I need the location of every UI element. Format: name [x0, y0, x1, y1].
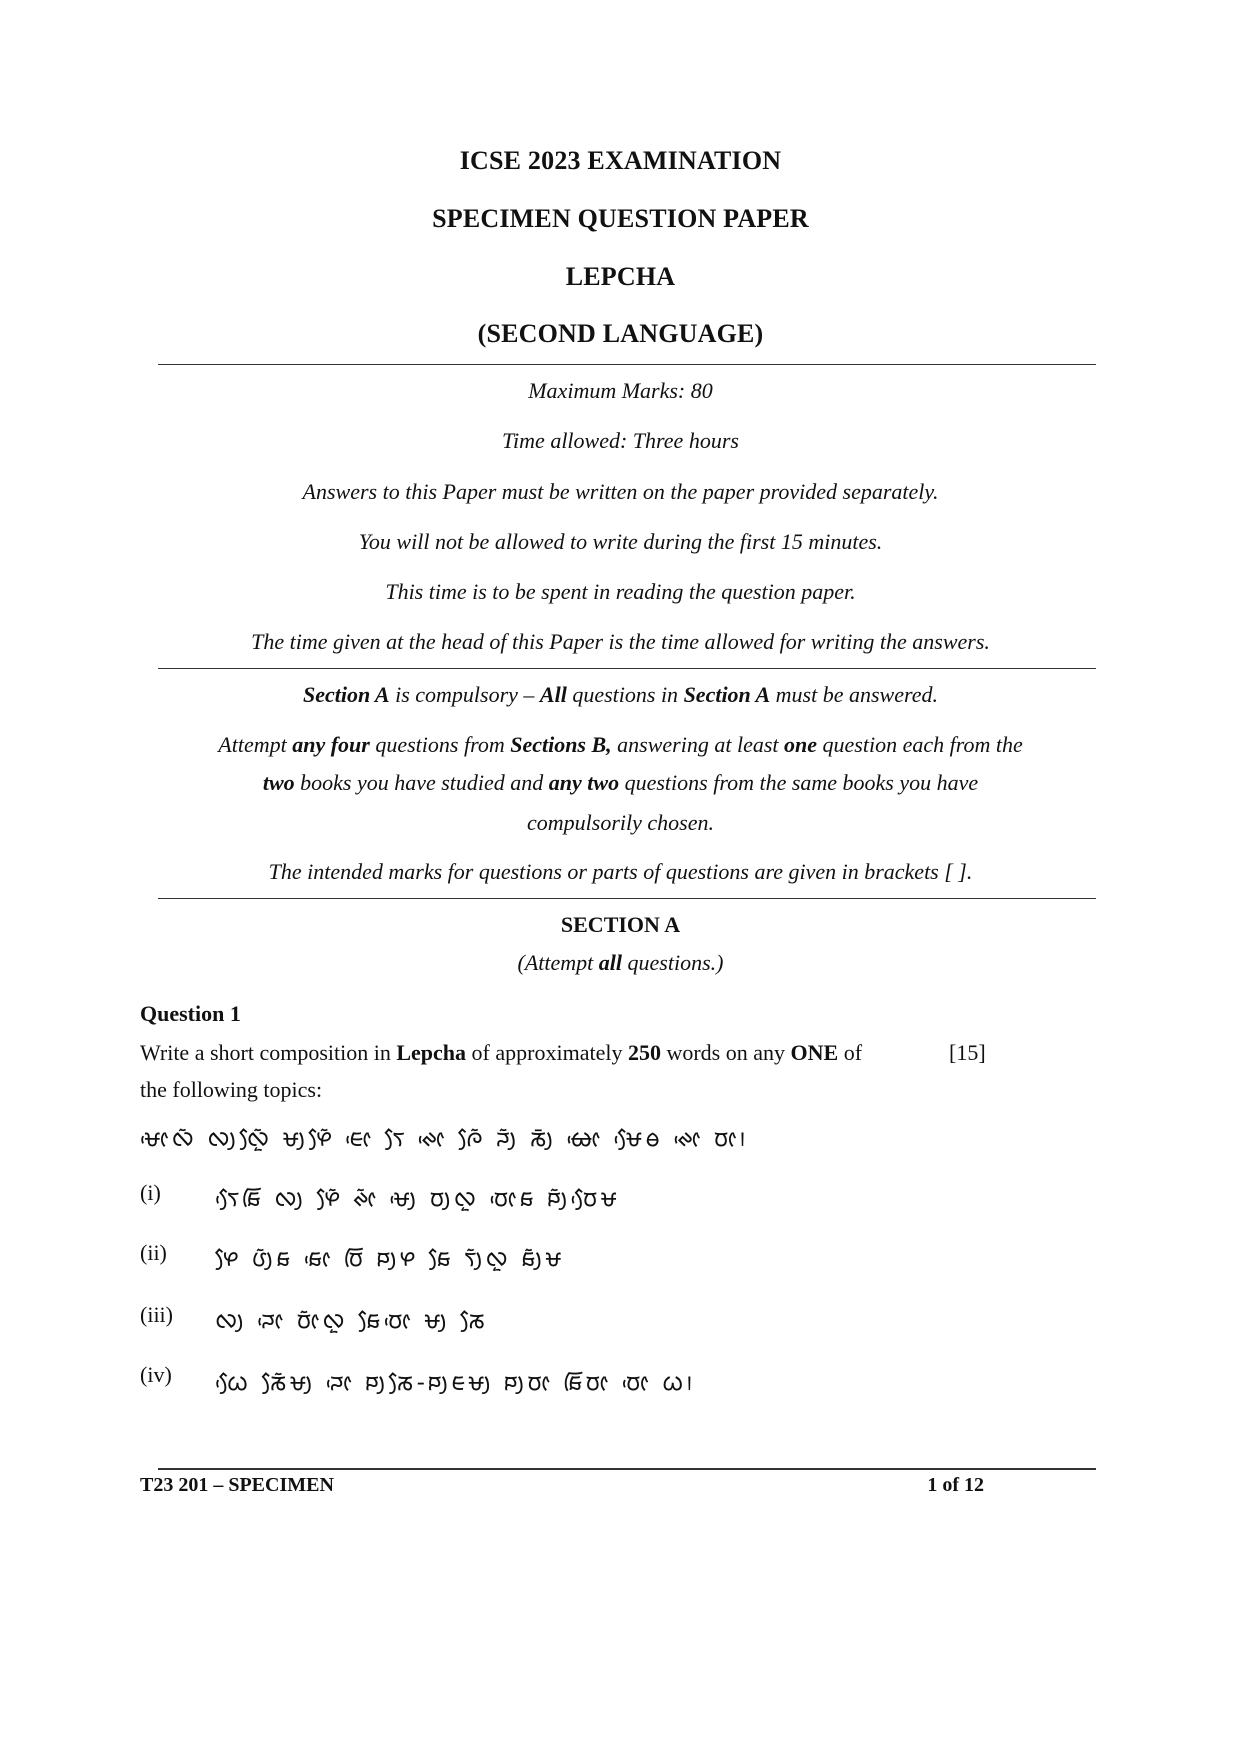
- topic-number: (ii): [140, 1240, 167, 1265]
- divider: [158, 898, 1096, 899]
- topic-text: ᰋᰧ ᰂᰪᰶᰑ ᰑᰦᰵ ᰗᰩ ᰐᰪᰋ ᰑᰧ ᰛᰪᰶᰜᰬ ᰑᰪᰶᰝ: [215, 1246, 565, 1272]
- max-marks: Maximum Marks: 80: [528, 378, 713, 403]
- topic-text: ᰜᰪ ᰎᰦᰵ ᰗᰦᰶᰜᰬ ᰑᰧᰗᰦᰵ ᰝᰪ ᰕᰧ: [215, 1308, 489, 1334]
- reading-instruction: This time is to be spent in reading the question paper.: [385, 579, 856, 604]
- question-heading: Question 1: [140, 1001, 241, 1026]
- divider: [158, 364, 1096, 365]
- topic-text: ᰃᰧᰵ ᰕᰧᰶᰝᰪ ᰎᰦᰵ ᰐᰪᰕᰧ-ᰐᰪᰀᰝᰪ ᰐᰪᰗᰦ ᰑᰩᰗᰦ ᰗᰦᰵ ᰃ᰻: [215, 1370, 696, 1396]
- exam-title: ICSE 2023 EXAMINATION: [459, 146, 782, 175]
- topic-text: ᰛᰧᰵᰑᰩ ᰜᰪ ᰋᰧᰶ ᰊᰦᰶ ᰝᰪᰵ ᰗᰪᰜᰬ ᰗᰦᰵᰑ ᰐᰪᰶᰗᰧᰵᰝ: [215, 1186, 620, 1212]
- question-text-cont: the following topics:: [140, 1077, 323, 1102]
- first-15-instruction: You will not be allowed to write during the first 15 minutes.: [358, 529, 883, 554]
- section-subtitle: (Attempt all questions.): [517, 950, 724, 975]
- footer-divider: [158, 1468, 1096, 1470]
- question-text: Write a short composition in Lepcha of approximately 250 words on any ONE of: [140, 1040, 863, 1065]
- attempt-rule: Attempt any four questions from Sections B, answering at least one question each from the: [218, 732, 1023, 757]
- page-number: 1 of 12: [927, 1474, 984, 1496]
- topic-number: (i): [140, 1180, 161, 1205]
- language-level: (SECOND LANGUAGE): [477, 319, 764, 348]
- section-a-rule: Section A is compulsory – All questions in Section A must be answered.: [303, 682, 938, 707]
- lepcha-intro: ᰝᰦᰵᰜᰶ ᰜᰪᰜᰧᰬᰶ ᰝᰪᰋᰧᰶ ᰀᰦᰵ ᰛᰧ ᰊᰦᰵ ᰍᰧᰶ ᰎᰪᰶ ᰕᰪᰳ ᰄᰦᰵ ᰝᰧᰵᰟ ᰊᰦᰵ ᰗᰦ᰻: [140, 1126, 749, 1152]
- question-marks: [15]: [949, 1040, 986, 1065]
- attempt-rule-cont: two books you have studied and any two questions from the same books you have: [262, 770, 979, 795]
- topic-number: (iv): [140, 1362, 172, 1387]
- paper-type: SPECIMEN QUESTION PAPER: [432, 204, 809, 233]
- time-allowed: Time allowed: Three hours: [502, 428, 739, 453]
- footer-code: T23 201 – SPECIMEN: [140, 1474, 334, 1496]
- answers-instruction: Answers to this Paper must be written on the paper provided separately.: [302, 479, 939, 504]
- time-given-instruction: The time given at the head of this Paper is the time allowed for writing the answers.: [251, 629, 990, 654]
- section-title: SECTION A: [560, 912, 681, 937]
- marks-bracket-rule: The intended marks for questions or parts of questions are given in brackets [ ].: [268, 859, 973, 884]
- divider: [158, 668, 1096, 669]
- attempt-rule-end: compulsorily chosen.: [527, 810, 714, 835]
- topic-number: (iii): [140, 1302, 173, 1327]
- subject-title: LEPCHA: [565, 262, 676, 291]
